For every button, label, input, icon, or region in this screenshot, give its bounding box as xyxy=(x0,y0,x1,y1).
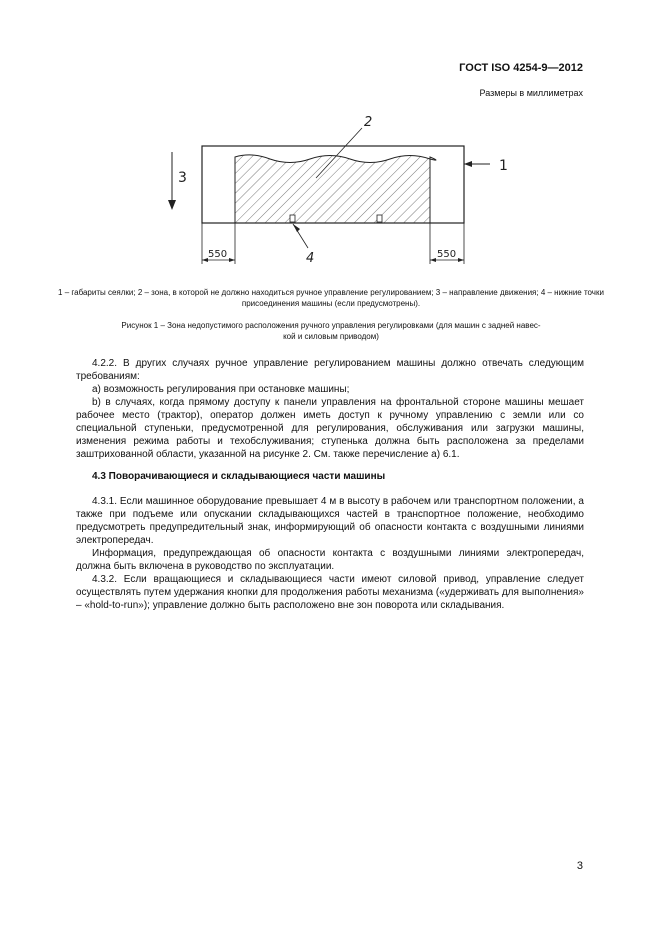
attachment-point xyxy=(377,215,382,222)
callout-4: 4 xyxy=(306,251,315,266)
figure-1-diagram xyxy=(150,100,530,280)
callout-3: 3 xyxy=(178,170,187,186)
list-item-a: а) возможность регулирования при остановке машины; xyxy=(92,384,350,395)
paragraph-4-3-2: 4.3.2. Если вращающиеся и складывающиеся части имеют силовой привод, управление следует осуществлять путем удержания кнопки для продолжения работы механизма («удерживать для выполнения» – «hold-to-run»); управление должно быть расположено вне зон поворота или складывания. xyxy=(76,574,584,611)
paragraph-4-2-2: 4.2.2. В других случаях ручное управление регулированием машины должно отвечать следующим требованиям: xyxy=(76,358,584,382)
units-note: Размеры в миллиметрах xyxy=(479,88,583,98)
forbidden-zone xyxy=(235,155,436,223)
paragraph-4-3-1: 4.3.1. Если машинное оборудование превышает 4 м в высоту в рабочем или транспортном положении, а также при подъеме или опускании складывающихся частей в транспортное положение, необходимо предусмотреть предупредительный знак, информирующий об опасности контакта с воздушными линиями электропередач. xyxy=(76,496,584,546)
dim-right: 550 xyxy=(437,249,457,260)
section-heading-4-3: 4.3 Поворачивающиеся и складывающиеся части машины xyxy=(92,471,386,482)
callout-1: 1 xyxy=(499,158,508,174)
paragraph-4-3-1-info: Информация, предупреждающая об опасности контакта с воздушными линиями электропередач, должна быть включена в руководство по эксплуатации. xyxy=(76,548,584,572)
list-item-b: b) в случаях, когда прямому доступу к панели управления на фронтальной стороне машины мешает рабочее место (трактор), оператор должен иметь доступ к ручному управлению с земли или со специальной ступеньки, предусмотренной для регулирования, обслуживания или загрузки машины, изменения режима работы и техобслуживания; ступенька должна быть расположена за пределами заштрихованной области, указанной на рисунке 2. См. также перечисление а) 6.1. xyxy=(76,397,584,460)
figure-caption-line2: кой и силовым приводом) xyxy=(283,332,379,341)
dim-left: 550 xyxy=(208,249,228,260)
standard-header: ГОСТ ISO 4254-9—2012 xyxy=(459,62,583,74)
figure-legend: 1 – габариты сеялки; 2 – зона, в которой не должно находиться ручное управление регулированием; 3 – направление движения; 4 – нижние точки присоединения машины (если предусмотрены). xyxy=(58,288,604,308)
attachment-point xyxy=(290,215,295,222)
figure-caption-line1: Рисунок 1 – Зона недопустимого расположения ручного управления регулировками (для машин с задней навес- xyxy=(121,321,541,330)
page-number: 3 xyxy=(576,860,583,872)
callout-2: 2 xyxy=(364,115,373,130)
